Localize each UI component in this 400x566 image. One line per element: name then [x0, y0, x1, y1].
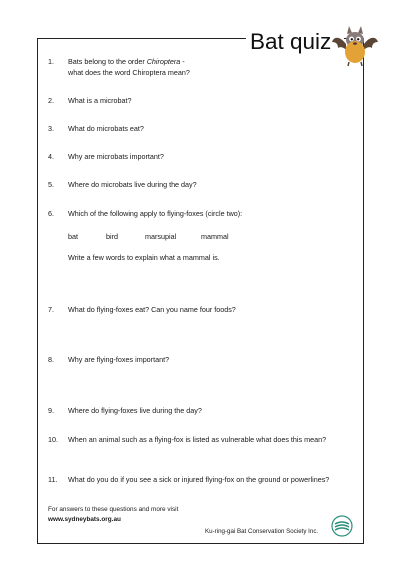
- society-logo-icon: [331, 515, 353, 537]
- question-number: 6.: [48, 209, 54, 218]
- question-text-italic: Chiroptera: [146, 57, 181, 66]
- question-number: 1.: [48, 57, 54, 66]
- question-text: What do microbats eat?: [68, 124, 144, 133]
- question-text: What is a microbat?: [68, 96, 132, 105]
- question-number: 5.: [48, 180, 54, 189]
- question-text: Which of the following apply to flying-foxes (circle two):: [68, 209, 243, 218]
- question-text: what does the word Chiroptera mean?: [68, 68, 190, 77]
- question-text: What do you do if you see a sick or injured flying-fox on the ground or powerlines?: [68, 475, 330, 484]
- question-number: 10.: [48, 435, 58, 444]
- option-bird: bird: [106, 232, 118, 241]
- page-title: Bat quiz: [250, 29, 332, 54]
- question-number: 4.: [48, 152, 54, 161]
- question-number: 9.: [48, 406, 54, 415]
- question-text: Why are flying-foxes important?: [68, 355, 170, 364]
- question-number: 8.: [48, 355, 54, 364]
- question-number: 3.: [48, 124, 54, 133]
- bat-icon: [332, 22, 378, 68]
- question-number: 2.: [48, 96, 54, 105]
- question-number: 11.: [48, 475, 58, 484]
- option-mammal: mammal: [201, 232, 229, 241]
- question-number: 7.: [48, 305, 54, 314]
- option-bat: bat: [68, 232, 78, 241]
- question-text-prefix: Bats belong to the order: [68, 57, 147, 66]
- question-text-suffix: -: [180, 57, 185, 66]
- question-text: Where do flying-foxes live during the day?: [68, 406, 202, 415]
- question-text: [68, 56, 185, 67]
- question-text: When an animal such as a flying-fox is listed as vulnerable what does this mean?: [68, 435, 327, 444]
- society-name: Ku-ring-gai Bat Conservation Society Inc.: [205, 528, 319, 535]
- question-text: What do flying-foxes eat? Can you name four foods?: [68, 305, 236, 314]
- question-text: Where do microbats live during the day?: [68, 180, 197, 189]
- option-marsupial: marsupial: [145, 232, 177, 241]
- question-6-followup: Write a few words to explain what a mammal is.: [68, 253, 220, 262]
- footer-url[interactable]: www.sydneybats.org.au: [48, 516, 121, 523]
- question-text: Why are microbats important?: [68, 152, 164, 161]
- page-border: [37, 38, 364, 544]
- footer-note: For answers to these questions and more visit: [48, 506, 179, 513]
